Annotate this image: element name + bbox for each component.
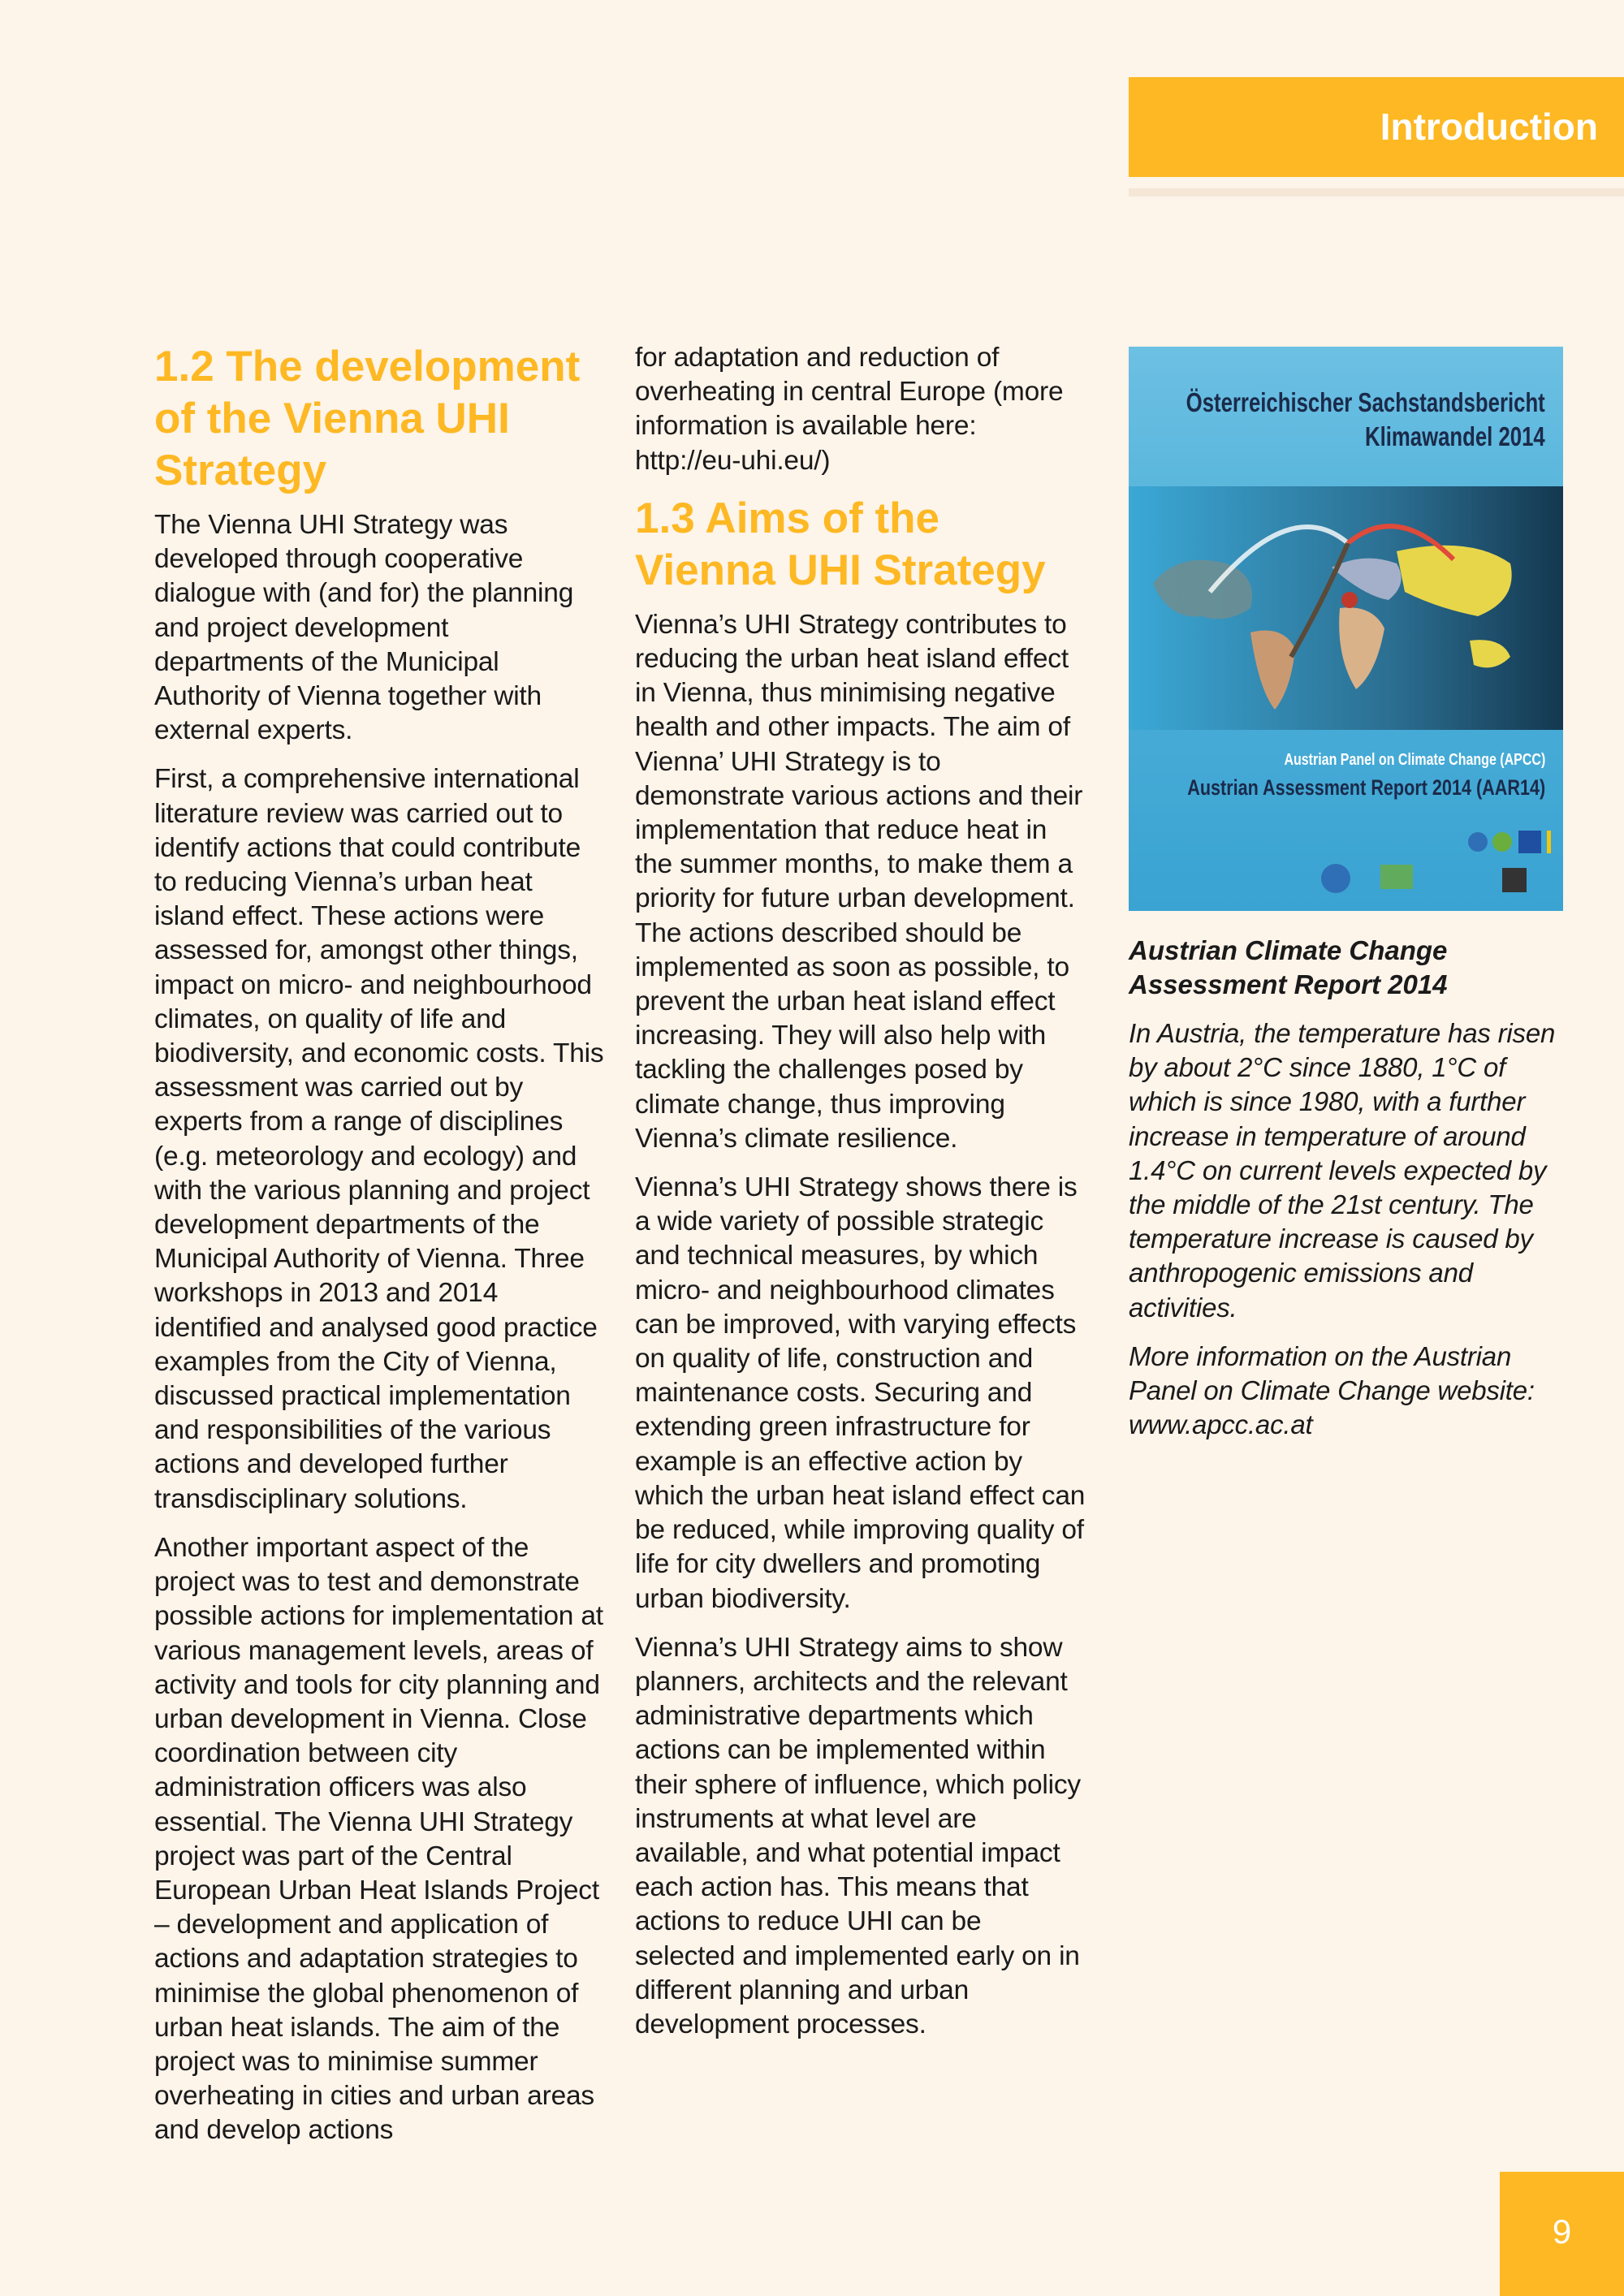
paragraph: Vienna’s UHI Strategy contributes to reducing the urban heat island effect in Vienna, thus minimising negative health and other impacts. The aim of Vienna’ UHI Strategy is to demonstrate various actions and their implementation that reduce heat in the summer months, to make them a priority for future urban development. The actions described should be implemented as soon as possible, to prevent the urban heat island effect increasing. They will also help with tackling the challenges posed by climate change, thus improving Vienna’s climate resilience. (635, 609, 1083, 1154)
report-cover-image (1129, 347, 1563, 911)
heading-1-3: 1.3 Aims of the Vienna UHI Strategy (635, 494, 1046, 594)
sidebar-caption (1129, 934, 1567, 1457)
column-middle (635, 341, 1086, 2056)
paragraph: First, a comprehensive international literature review was carried out to identify actions that could contribute to reducing Vienna’s urban heat island effect. These actions were assessed for, amongst other things, impact on micro- and neighbourhood climates, on quality of life and biodiversity, and economic costs. This assessment was carried out by experts from a range of disciplines (e.g. meteorology and ecology) and with the various planning and project development departments of the Municipal Authority of Vienna. Three workshops in 2013 and 2014 identified and analysed good practice examples from the City of Vienna, discussed practical implementation and responsibilities of the various actions and developed further transdisciplinary solutions. (154, 764, 604, 1514)
cover-logos (1226, 826, 1551, 899)
paragraph-continuation: for adaptation and reduction of overheating in central Europe (more information is available here: http://eu-uhi.eu/) (635, 343, 1064, 476)
section-header-tab (1129, 77, 1624, 177)
paragraph: The Vienna UHI Strategy was developed through cooperative dialogue with (and for) the planning and project development departments of the Municipal Authority of Vienna together with external experts. (154, 510, 574, 746)
cover-world-map-band (1129, 486, 1563, 730)
column-left (154, 341, 605, 2163)
world-map-illustration (1129, 486, 1563, 730)
paragraph: Another important aspect of the project was to test and demonstrate possible actions for implementation at various management levels, areas of activity and tools for city planning and urban development in Vienna. Close coordination between city administration officers was also essential. The Vienna UHI Strategy project was part of the Central European Urban Heat Islands Project – development and application of actions and adaptation strategies to minimise the global phenomenon of urban heat islands. The aim of the project was to minimise summer overheating in cities and urban areas and develop actions (154, 1532, 603, 2146)
section-label: Introduction (1380, 106, 1598, 148)
caption-paragraph: More information on the Austrian Panel on Climate Change website: www.apcc.ac.at (1129, 1340, 1535, 1440)
heading-1-2: 1.2 The development of the Vienna UHI Strategy (154, 343, 581, 494)
cover-panel-label: Austrian Panel on Climate Change (APCC) (1284, 751, 1545, 769)
caption-title: Austrian Climate Change Assessment Report 2014 (1129, 935, 1448, 999)
page-number-box (1500, 2172, 1624, 2296)
paragraph: Vienna’s UHI Strategy shows there is a wide variety of possible strategic and technical measures, by which micro- and neighbourhood climates can be improved, with varying effects on quality of life, construction and maintenance costs. Securing and extending green infrastructure for example is an effective action by which the urban heat island effect can be reduced, while improving quality of life for city dwellers and promoting urban biodiversity. (635, 1172, 1086, 1614)
paragraph: Vienna’s UHI Strategy aims to show planners, architects and the relevant administrative departments which actions can be implemented within their sphere of influence, which policy instruments at what level are available, and what potential impact each action has. This means that actions to reduce UHI can be selected and implemented early on in different planning and urban development processes. (635, 1632, 1081, 2039)
caption-paragraph: In Austria, the temperature has risen by about 2°C since 1880, 1°C of which is since 1980, with a further increase in temperature of around 1.4°C on current levels expected by the middle of the 21st century. The temperature increase is caused by anthropogenic emissions and activities. (1129, 1018, 1556, 1323)
page-number: 9 (1552, 2212, 1572, 2251)
cover-title: Österreichischer Sachstandsbericht Klimawandel 2014 (1186, 387, 1545, 451)
cover-report-label: Austrian Assessment Report 2014 (AAR14) (1187, 775, 1545, 800)
header-divider (1129, 188, 1624, 196)
